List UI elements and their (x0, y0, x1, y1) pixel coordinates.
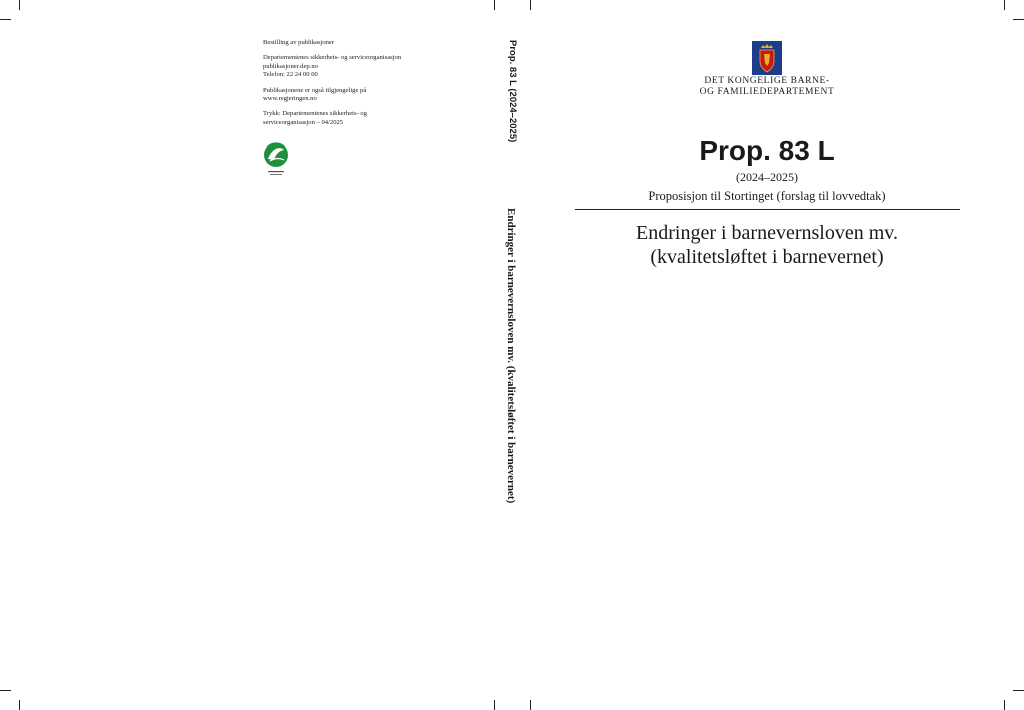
org-url: publikasjoner.dep.no (263, 62, 318, 70)
document-title (575, 221, 959, 269)
crop-mark (1013, 19, 1024, 20)
royal-coat-of-arms-icon (752, 41, 782, 75)
crop-mark (0, 19, 11, 20)
spine-title: Endringer i barnevernsloven mv. (kvalitetsløftet i barnevernet) (505, 208, 517, 504)
crop-mark (530, 700, 531, 710)
crop-mark (1013, 690, 1024, 691)
availability-text: Publikasjonene er også tilgjengelige på (263, 86, 367, 94)
crop-mark (494, 0, 495, 10)
availability-url: www.regjeringen.no (263, 95, 317, 103)
crop-mark (19, 700, 20, 710)
proposition-subtitle: Proposisjon til Stortinget (forslag til lovvedtak) (648, 189, 886, 203)
session-years: (2024–2025) (736, 170, 798, 184)
crop-mark (1004, 0, 1005, 10)
org-phone: Telefon: 22 24 00 00 (263, 71, 318, 79)
ordering-heading: Bestilling av publikasjoner (263, 39, 335, 46)
department-line1: DET KONGELIGE BARNE- (704, 76, 830, 86)
title-line2: (kvalitetsløftet i barnevernet) (650, 246, 884, 268)
department-line2: OG FAMILIEDEPARTEMENT (699, 86, 835, 97)
crop-mark (0, 690, 11, 691)
org-name: Departementenes sikkerhets- og serviceorganisasjon (263, 54, 402, 62)
print-info-line1: Trykk: Departementenes sikkerhets- og (263, 110, 367, 118)
crop-mark (530, 0, 531, 10)
title-line1: Endringer i barnevernsloven mv. (636, 222, 898, 244)
crop-mark (1004, 700, 1005, 710)
spine-prop-number: Prop. 83 L (2024–2025) (507, 40, 518, 143)
back-cover-info (263, 39, 463, 134)
crop-mark (19, 0, 20, 10)
print-info-line2: serviceorganisasjon – 04/2025 (263, 118, 344, 126)
department-name (666, 76, 868, 97)
proposition-number: Prop. 83 L (699, 135, 835, 166)
crop-mark (494, 700, 495, 710)
divider (575, 209, 960, 210)
book-spine (505, 40, 525, 510)
swan-ecolabel-icon (262, 140, 292, 180)
